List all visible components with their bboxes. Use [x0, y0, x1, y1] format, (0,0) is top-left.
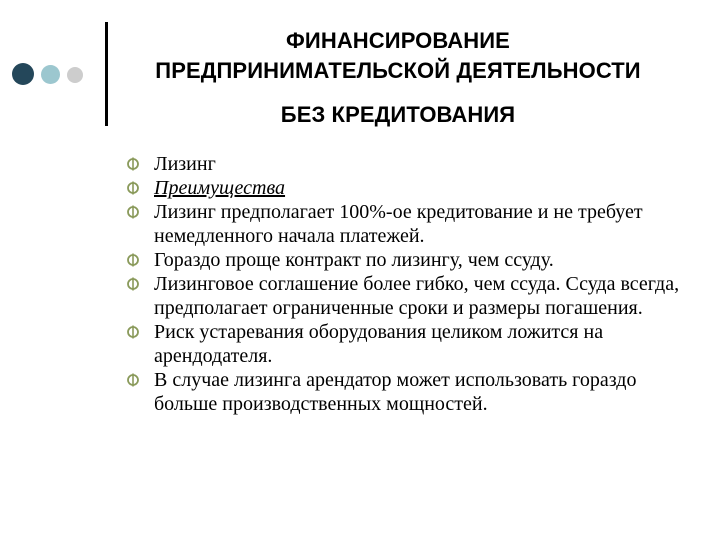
cent-sign-icon — [126, 205, 140, 219]
list-item-text: Риск устаревания оборудования целиком ложится на арендодателя. — [154, 321, 604, 367]
bullet-list — [126, 152, 686, 416]
decorative-dots — [0, 0, 110, 130]
title-line-1: ФИНАНСИРОВАНИЕ — [286, 28, 510, 53]
list-item — [126, 248, 686, 272]
list-item — [126, 176, 686, 200]
list-item-text: Преимущества — [154, 177, 286, 199]
list-item — [126, 152, 686, 176]
title-line-3: БЕЗ КРЕДИТОВАНИЯ — [280, 102, 516, 127]
cent-sign-icon — [126, 253, 140, 267]
cent-sign-icon — [126, 373, 140, 387]
list-item-text: Лизинговое соглашение более гибко, чем ссуда. Ссуда всегда, предполагает ограниченные сроки и размеры погашения. — [154, 273, 680, 319]
list-item — [126, 320, 686, 368]
dark-dot-icon — [12, 63, 34, 85]
list-item — [126, 368, 686, 416]
cent-sign-icon — [126, 277, 140, 291]
list-item-text: Лизинг — [154, 153, 216, 175]
cent-sign-icon — [126, 325, 140, 339]
teal-dot-icon — [41, 65, 60, 84]
title-line-2: ПРЕДПРИНИМАТЕЛЬСКОЙ ДЕЯТЕЛЬНОСТИ — [155, 58, 641, 83]
list-item — [126, 200, 686, 248]
cent-sign-icon — [126, 157, 140, 171]
gray-dot-icon — [67, 67, 83, 83]
cent-sign-icon — [126, 181, 140, 195]
list-item-text: Гораздо проще контракт по лизингу, чем ссуду. — [154, 249, 554, 271]
title-divider — [105, 22, 108, 126]
slide-title — [118, 26, 678, 130]
list-item-text: В случае лизинга арендатор может использовать гораздо больше производственных мощностей. — [154, 369, 637, 415]
list-item-text: Лизинг предполагает 100%-ое кредитование и не требует немедленного начала платежей. — [154, 201, 643, 247]
list-item — [126, 272, 686, 320]
